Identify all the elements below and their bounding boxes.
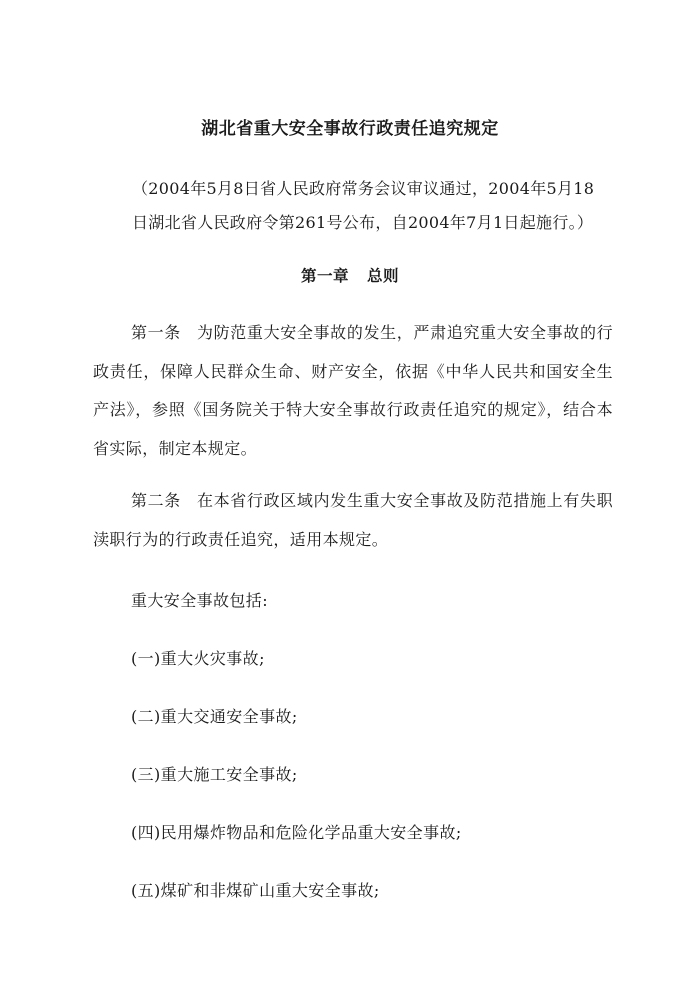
article-number: 第二条 <box>131 491 181 510</box>
list-intro: 重大安全事故包括: <box>131 591 268 610</box>
list-item: (五)煤矿和非煤矿山重大安全事故; <box>131 881 380 900</box>
list-item: (二)重大交通安全事故; <box>131 707 298 726</box>
document-title: 湖北省重大安全事故行政责任追究规定 <box>201 119 499 139</box>
article-number: 第一条 <box>131 323 181 342</box>
list-item: (三)重大施工安全事故; <box>131 765 298 784</box>
chapter-name: 总则 <box>367 266 400 285</box>
article-2 <box>93 482 613 559</box>
article-text: 为防范重大安全事故的发生，严肃追究重大安全事故的行政责任，保障人民群众生命、财产安全，依据《中华人民共和国安全生产法》，参照《国务院关于特大安全事故行政责任追究的规定》，结合本省实际，制定本规定。 <box>93 323 613 458</box>
article-1 <box>93 314 613 468</box>
list-item: (一)重大火灾事故; <box>131 649 265 668</box>
chapter-heading <box>0 264 700 286</box>
article-text: 在本省行政区域内发生重大安全事故及防范措施上有失职渎职行为的行政责任追究，适用本规定。 <box>93 491 613 549</box>
list-item: (四)民用爆炸物品和危险化学品重大安全事故; <box>131 823 462 842</box>
chapter-number: 第一章 <box>300 266 349 285</box>
document-note: （2004年5月8日省人民政府常务会议审议通过，2004年5月18日湖北省人民政府令第261号公布，自2004年7月1日起施行。） <box>132 179 595 232</box>
